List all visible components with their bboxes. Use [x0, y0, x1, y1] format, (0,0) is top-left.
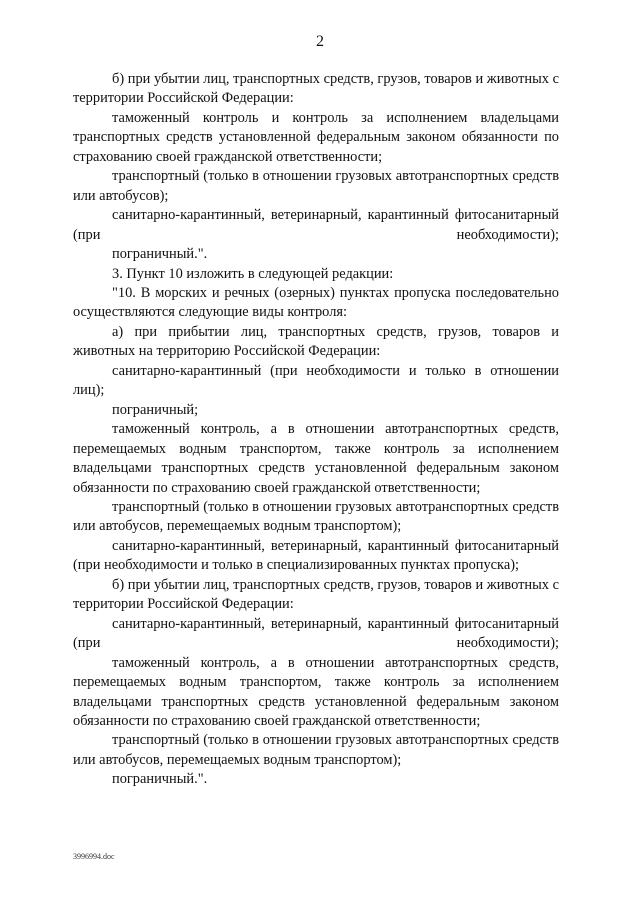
paragraph-border-control: пограничный.". [112, 246, 208, 263]
paragraph-transport-control: транспортный (только в отношении грузовых автотранспортных средств или автобусов, перемещаемых водным транспортом); [73, 732, 559, 768]
paragraph-arrival-heading: а) при прибытии лиц, транспортных средств, грузов, товаров и животных на территорию Российской Федерации: [73, 323, 559, 360]
paragraph-item-10: "10. В морских и речных (озерных) пунктах пропуска последовательно осуществляются следующие виды контроля: [73, 284, 559, 321]
document-body [73, 70, 559, 790]
paragraph-departure-heading: б) при убытии лиц, транспортных средств, грузов, товаров и животных с территории Российской Федерации: [73, 576, 559, 613]
paragraph-customs-control: таможенный контроль и контроль за исполнением владельцами транспортных средств установленной федеральным законом обязанности по страхованию своей гражданской ответственности; [73, 109, 559, 165]
paragraph-border-control: пограничный; [112, 401, 199, 418]
paragraph-customs-control: таможенный контроль, а в отношении автотранспортных средств, перемещаемых водным транспортом, также контроль за исполнением владельцами транспортных средств установленной федеральным законом обязанности по страхованию своей гражданской ответственности; [73, 654, 559, 729]
paragraph-item-3: 3. Пункт 10 изложить в следующей редакции: [112, 265, 394, 282]
page-number: 2 [316, 33, 324, 50]
paragraph-customs-control: таможенный контроль, а в отношении автотранспортных средств, перемещаемых водным транспортом, также контроль за исполнением владельцами транспортных средств установленной федеральным законом обязанности по страхованию своей гражданской ответственности; [73, 421, 559, 496]
paragraph-sanitary-control: санитарно-карантинный, ветеринарный, карантинный фитосанитарный (при необходимости); [73, 207, 559, 243]
file-name-footer: 3996994.doc [73, 852, 115, 861]
paragraph-transport-control: транспортный (только в отношении грузовых автотранспортных средств или автобусов); [73, 168, 559, 204]
paragraph-departure-heading: б) при убытии лиц, транспортных средств, грузов, товаров и животных с территории Российской Федерации: [73, 71, 559, 107]
paragraph-sanitary-persons: санитарно-карантинный (при необходимости и только в отношении лиц); [73, 362, 559, 399]
paragraph-border-control: пограничный.". [112, 771, 208, 788]
paragraph-transport-control: транспортный (только в отношении грузовых автотранспортных средств или автобусов, перемещаемых водным транспортом); [73, 498, 559, 535]
paragraph-sanitary-control: санитарно-карантинный, ветеринарный, карантинный фитосанитарный (при необходимости); [73, 615, 559, 652]
paragraph-sanitary-control: санитарно-карантинный, ветеринарный, карантинный фитосанитарный (при необходимости и только в специализированных пунктах пропуска); [73, 537, 559, 574]
